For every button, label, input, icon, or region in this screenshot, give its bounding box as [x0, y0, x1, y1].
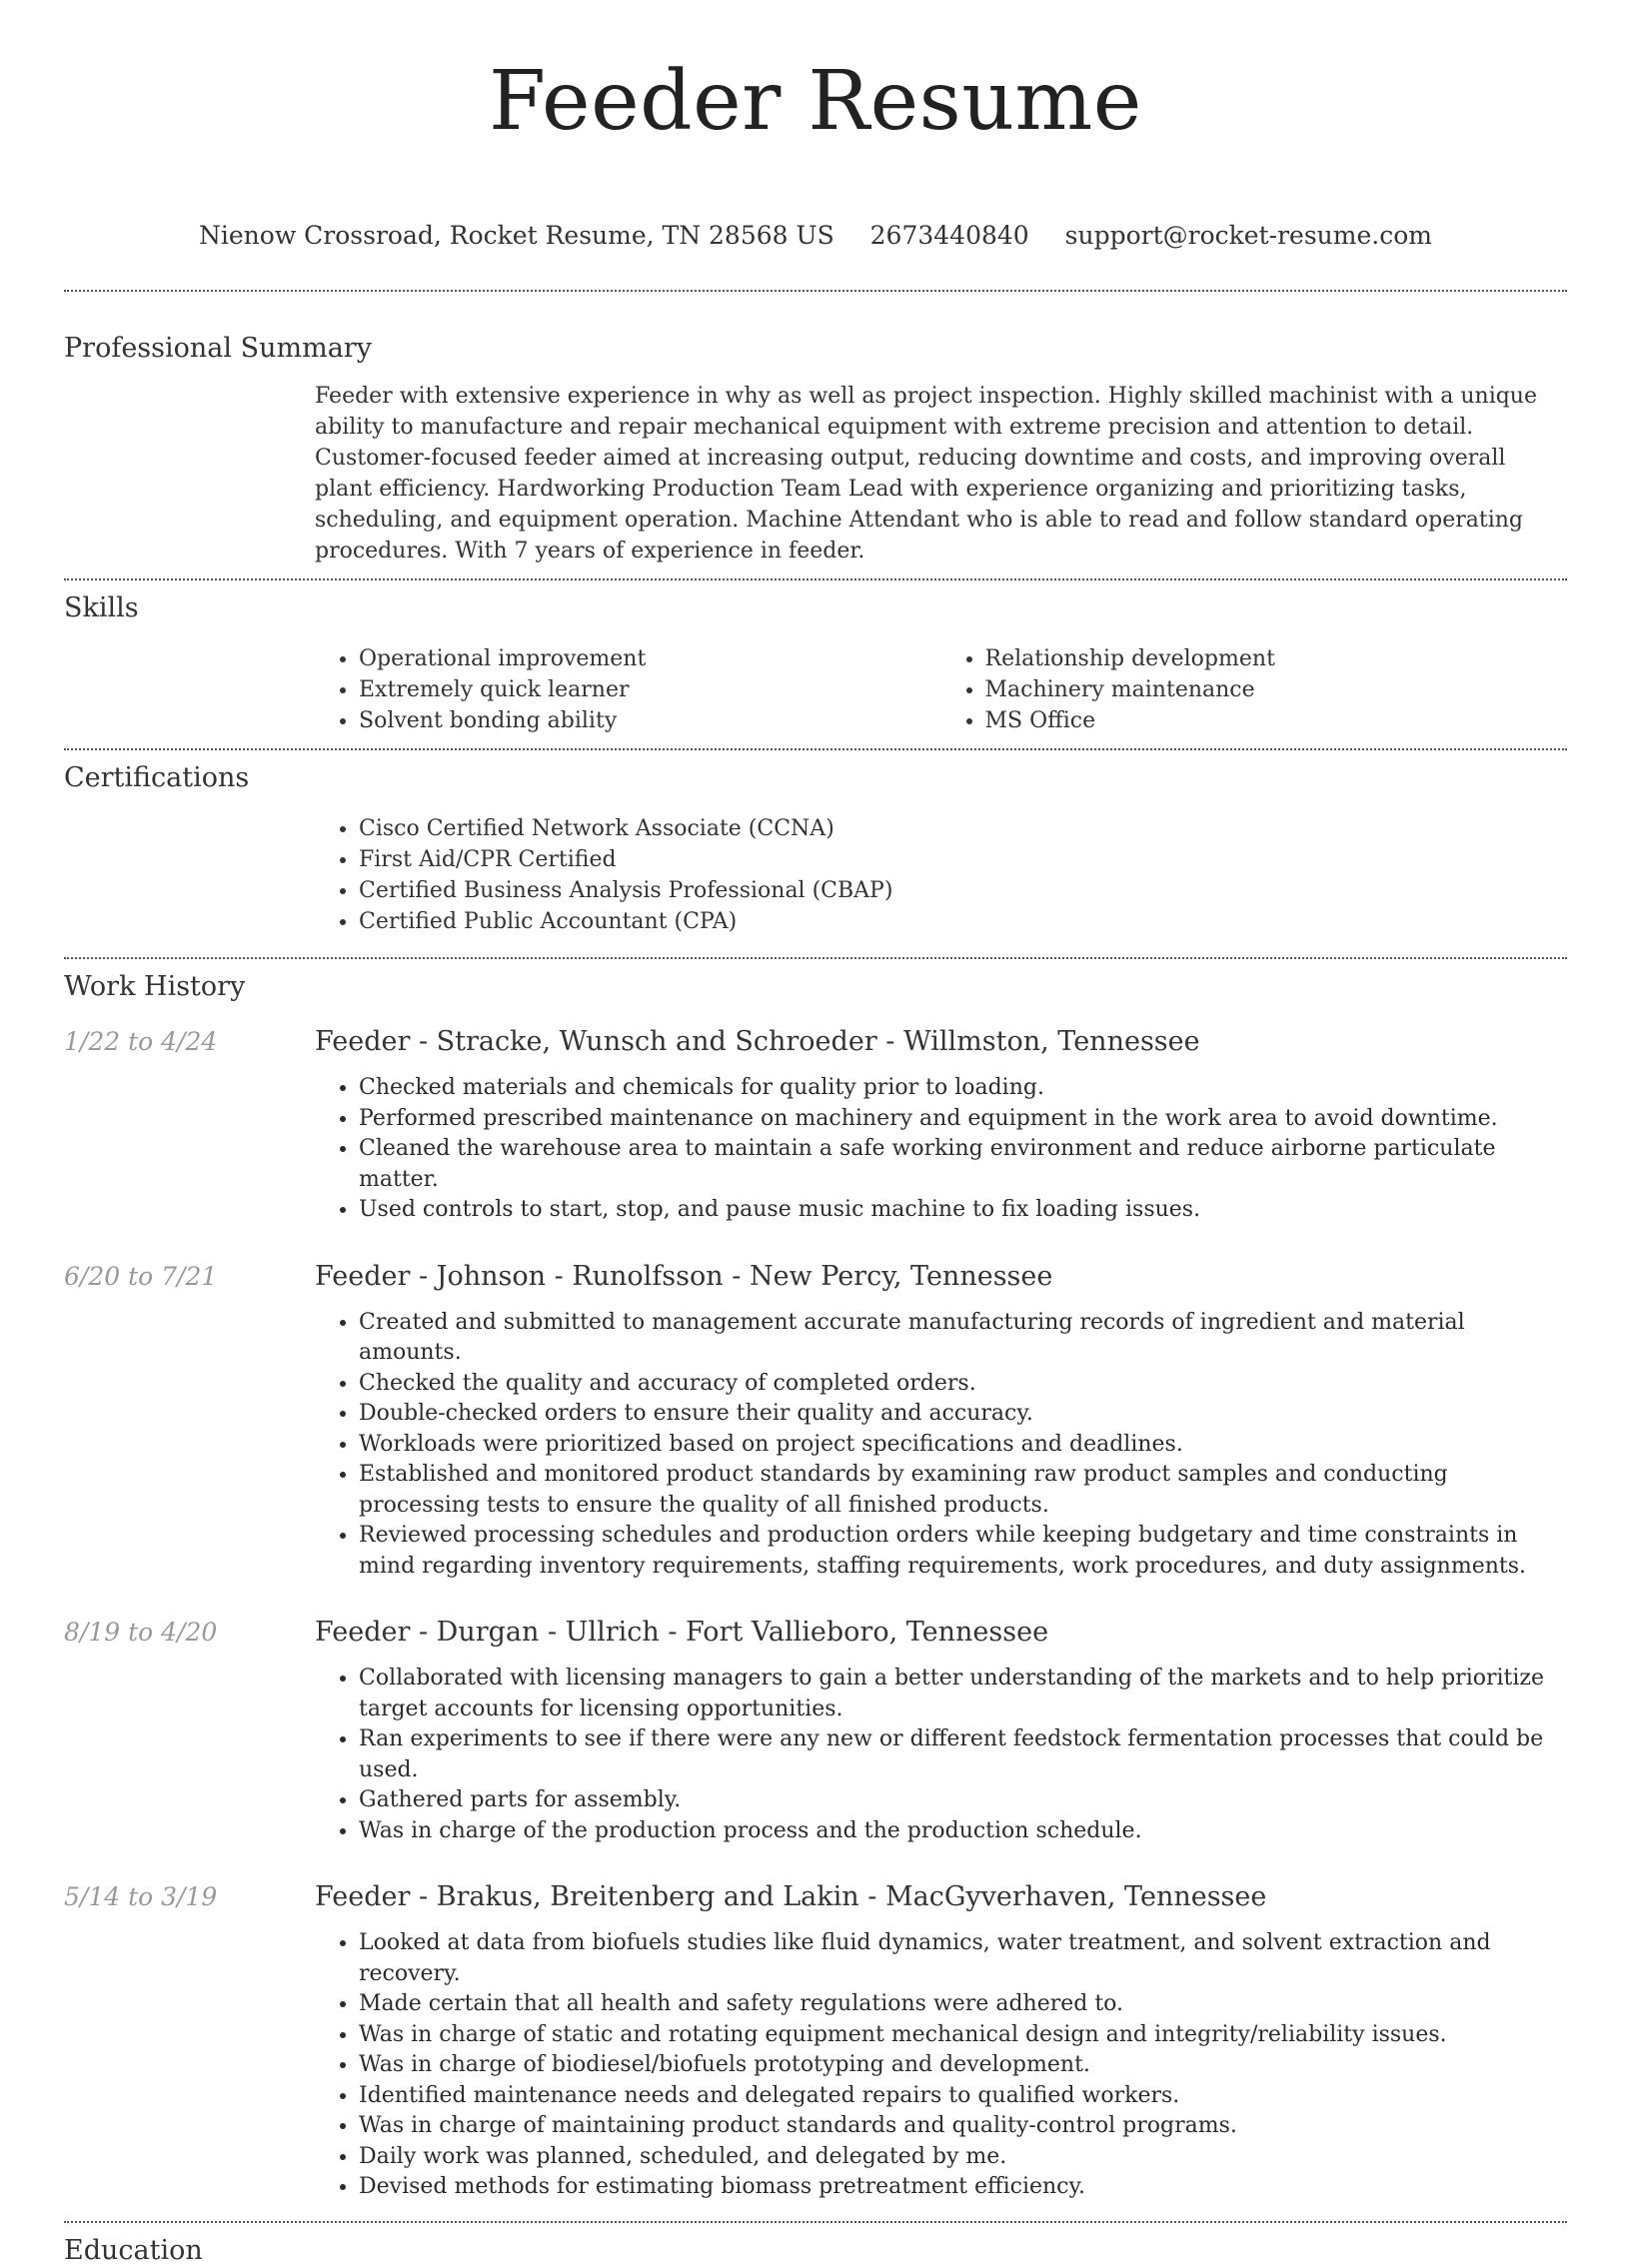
certification-item: • Certified Business Analysis Professional (CBAP) [359, 875, 1567, 906]
job-bullet: • Collaborated with licensing managers to gain a better understanding of the markets and to help prioritize target accounts for licensing opportunities. [359, 1664, 1567, 1724]
job-dates: 5/14 to 3/19 [64, 1882, 218, 1911]
job-bullet: • Checked the quality and accuracy of completed orders. [359, 1369, 1567, 1400]
education-section [64, 2234, 1567, 2268]
job-bullet: • Established and monitored product standards by examining raw product samples and conducting processing tests to ensure the quality of all finished products. [359, 1460, 1567, 1521]
job-bullet: • Was in charge of the production process and the production schedule. [359, 1816, 1567, 1847]
job-title: Feeder - Johnson - Runolfsson - New Percy, Tennessee [315, 1260, 1053, 1292]
skills-column-left [315, 643, 941, 736]
job-bullet: • Used controls to start, stop, and pause music machine to fix loading issues. [359, 1195, 1567, 1226]
work-history-heading: Work History [64, 971, 246, 1002]
summary-text: Feeder with extensive experience in why as well as project inspection. Highly skilled machinist with a unique ability to manufacture and repair mechanical equipment with extreme precision and attention to detail. Customer-focused feeder aimed at increasing output, reducing downtime and costs, and improving overall plant efficiency. Hardworking Production Team Lead with experience organizing and prioritizing tasks, scheduling, and equipment operation. Machine Attendant who is able to read and follow standard operating procedures. With 7 years of experience in feeder. [315, 384, 1537, 564]
work-history-section [64, 970, 1567, 2203]
job-title: Feeder - Durgan - Ullrich - Fort Vallieboro, Tennessee [315, 1617, 1049, 1648]
job-bullet: • Was in charge of maintaining product standards and quality-control programs. [359, 2111, 1567, 2142]
certifications-heading: Certifications [64, 762, 250, 793]
skills-section [64, 591, 1567, 736]
job-bullet: • Looked at data from biofuels studies like fluid dynamics, water treatment, and solvent extraction and recovery. [359, 1928, 1567, 1989]
job-bullet: • Daily work was planned, scheduled, and delegated by me. [359, 2142, 1567, 2173]
job-bullet: • Ran experiments to see if there were any new or different feedstock fermentation processes that could be used. [359, 1724, 1567, 1785]
job-bullet: • Was in charge of biodiesel/biofuels prototyping and development. [359, 2050, 1567, 2081]
certifications-list [315, 813, 1567, 937]
job-bullet: • Made certain that all health and safety regulations were adhered to. [359, 1989, 1567, 2020]
skills-heading: Skills [64, 592, 139, 623]
job-entry [64, 1025, 1567, 1226]
job-bullet: • Cleaned the warehouse area to maintain a safe working environment and reduce airborne particulate matter. [359, 1134, 1567, 1195]
job-dates: 8/19 to 4/20 [64, 1618, 218, 1647]
certification-item: • First Aid/CPR Certified [359, 844, 1567, 875]
skill-item: • Solvent bonding ability [359, 705, 941, 736]
skill-item: • Extremely quick learner [359, 674, 941, 705]
job-bullet: • Reviewed processing schedules and production orders while keeping budgetary and time constraints in mind regarding inventory requirements, staffing requirements, work procedures, and duty assignments. [359, 1521, 1567, 1582]
job-bullet: • Was in charge of static and rotating equipment mechanical design and integrity/reliability issues. [359, 2020, 1567, 2051]
job-bullet: • Gathered parts for assembly. [359, 1785, 1567, 1816]
skill-item: • MS Office [985, 705, 1568, 736]
contact-line [64, 220, 1567, 252]
job-title: Feeder - Brakus, Breitenberg and Lakin - MacGyverhaven, Tennessee [315, 1881, 1267, 1912]
certification-item: • Certified Public Accountant (CPA) [359, 906, 1567, 937]
skills-list [315, 643, 1567, 736]
certification-item: • Cisco Certified Network Associate (CCNA) [359, 813, 1567, 844]
job-entry [64, 1880, 1567, 2203]
certifications-section [64, 761, 1567, 937]
divider [64, 290, 1567, 292]
job-bullets [315, 1664, 1567, 1846]
job-bullet: • Workloads were prioritized based on project specifications and deadlines. [359, 1430, 1567, 1461]
divider [64, 957, 1567, 959]
job-dates: 6/20 to 7/21 [64, 1261, 218, 1291]
job-bullets [315, 1308, 1567, 1583]
summary-heading: Professional Summary [64, 333, 372, 364]
job-entry [64, 1616, 1567, 1846]
job-bullet: • Created and submitted to management accurate manufacturing records of ingredient and material amounts. [359, 1308, 1567, 1369]
summary-section [64, 332, 1567, 567]
job-bullet: • Performed prescribed maintenance on machinery and equipment in the work area to avoid downtime. [359, 1104, 1567, 1135]
divider [64, 748, 1567, 750]
job-bullet: • Checked materials and chemicals for quality prior to loading. [359, 1073, 1567, 1104]
job-entry [64, 1260, 1567, 1583]
education-heading: Education [64, 2234, 203, 2266]
skills-column-right [941, 643, 1568, 736]
page-title: Feeder Resume [489, 54, 1142, 149]
email-text: support@rocket-resume.com [1064, 221, 1432, 250]
address-text: Nienow Crossroad, Rocket Resume, TN 28568 US [199, 221, 834, 250]
job-dates: 1/22 to 4/24 [64, 1027, 218, 1056]
job-bullets [315, 1928, 1567, 2203]
skill-item: • Operational improvement [359, 643, 941, 674]
skill-item: • Machinery maintenance [985, 674, 1568, 705]
job-title: Feeder - Stracke, Wunsch and Schroeder - Willmston, Tennessee [315, 1026, 1200, 1057]
job-bullets [315, 1073, 1567, 1226]
job-bullet: • Identified maintenance needs and delegated repairs to qualified workers. [359, 2081, 1567, 2112]
divider [64, 2221, 1567, 2223]
skill-item: • Relationship development [985, 643, 1568, 674]
divider [64, 578, 1567, 580]
phone-text: 2673440840 [869, 221, 1029, 250]
job-bullet: • Double-checked orders to ensure their quality and accuracy. [359, 1399, 1567, 1430]
job-bullet: • Devised methods for estimating biomass pretreatment efficiency. [359, 2172, 1567, 2203]
